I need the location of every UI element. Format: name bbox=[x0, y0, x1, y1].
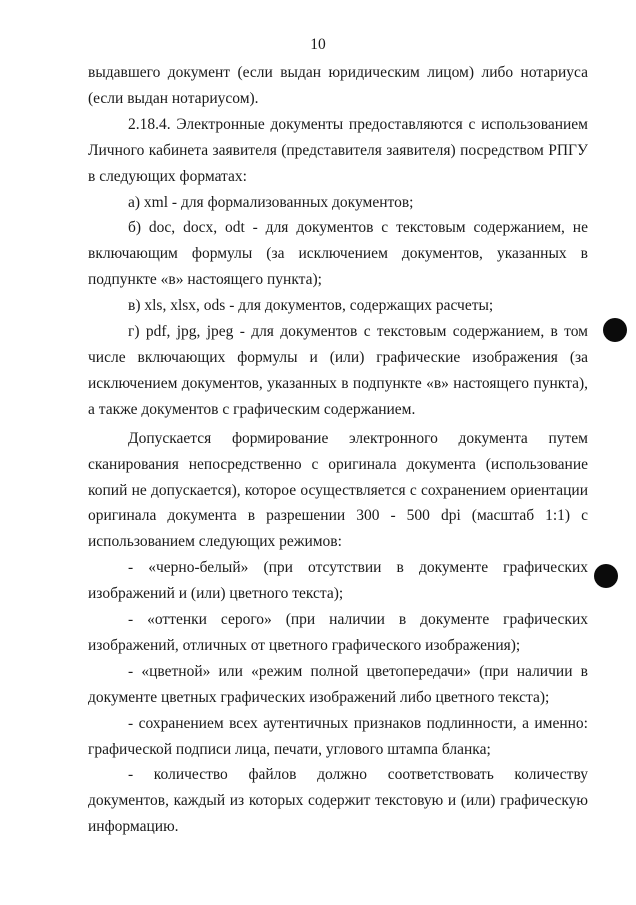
punch-hole-mark bbox=[594, 564, 618, 588]
document-text bbox=[88, 60, 588, 840]
paragraph-mode-color: - «цветной» или «режим полной цветопередачи» (при наличии в документе цветных графических изображений либо цветного текста); bbox=[88, 662, 588, 706]
punch-hole-mark bbox=[603, 318, 627, 342]
paragraph-continuation: выдавшего документ (если выдан юридическим лицом) либо нотариуса (если выдан нотариусом). bbox=[88, 64, 588, 107]
page-number: 10 bbox=[310, 36, 326, 53]
paragraph-mode-bw: - «черно-белый» (при отсутствии в документе графических изображений и (или) цветного текста); bbox=[88, 559, 588, 603]
paragraph-scanning: Допускается формирование электронного документа путем сканирования непосредственно с оригинала документа (использование копий не допускается), которое осуществляется с сохранением ориентации оригинала документа в разрешении 300 - 500 dpi (масштаб 1:1) с использованием следующих режимов: bbox=[88, 429, 588, 551]
paragraph-mode-grayscale: - «оттенки серого» (при наличии в документе графических изображений, отличных от цветного графического изображения); bbox=[88, 611, 588, 654]
paragraph-format-a: а) xml - для формализованных документов; bbox=[128, 193, 414, 211]
paragraph-file-count: - количество файлов должно соответствовать количеству документов, каждый из которых содержит текстовую и (или) графическую информацию. bbox=[88, 766, 588, 836]
paragraph-format-v: в) xls, xlsx, ods - для документов, содержащих расчеты; bbox=[128, 297, 494, 315]
paragraph-authenticity: - сохранением всех аутентичных признаков подлинности, а именно: графической подписи лица, печати, углового штампа бланка; bbox=[88, 714, 588, 758]
paragraph-format-b: б) doc, docx, odt - для документов с текстовым содержанием, не включающим формулы (за исключением документов, указанных в подпункте «в» настоящего пункта); bbox=[88, 219, 588, 289]
paragraph-2-18-4: 2.18.4. Электронные документы предоставляются с использованием Личного кабинета заявителя (представителя заявителя) посредством РПГУ в следующих форматах: bbox=[88, 115, 588, 185]
paragraph-format-g: г) pdf, jpg, jpeg - для документов с текстовым содержанием, в том числе включающих формулы и (или) графические изображения (за исключением документов, указанных в подпункте «в» настоящего пункта), а также документов с графическим содержанием. bbox=[88, 323, 588, 418]
